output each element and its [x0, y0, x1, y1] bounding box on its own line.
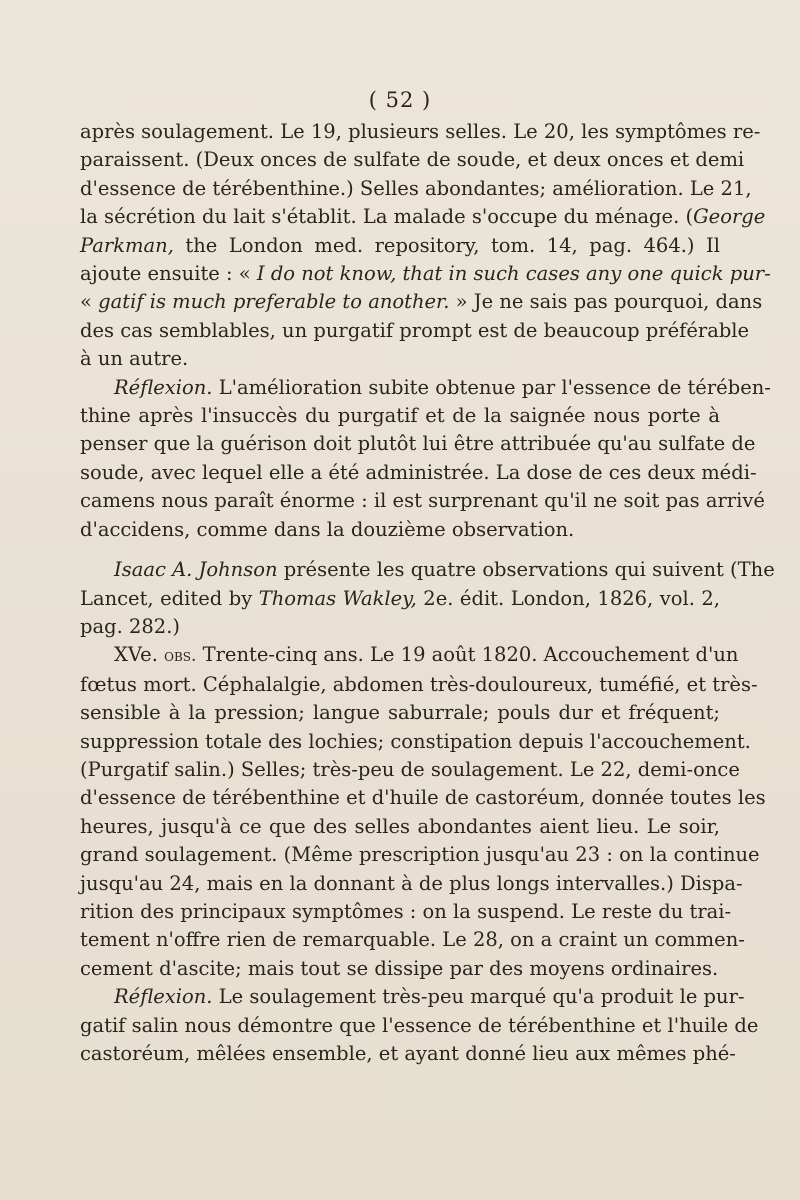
italic-run: Réflexion.	[114, 375, 213, 399]
text-line	[80, 641, 739, 670]
text-run: camens nous paraît énorme : il est surprenant qu'il ne soit pas arrivé	[80, 489, 765, 513]
text-run: suppression totale des lochies; constipation depuis l'accouchement.	[80, 729, 751, 753]
text-line	[80, 1012, 759, 1040]
italic-run: Réflexion.	[114, 985, 213, 1009]
text-line	[80, 487, 765, 515]
text-line	[80, 345, 720, 373]
paragraph	[80, 556, 775, 641]
text-line	[80, 288, 763, 316]
text-run: soude, avec lequel elle a été administrée. La dose de ces deux médi-	[80, 460, 757, 484]
italic-run: Thomas Wakley,	[258, 586, 417, 610]
text-run: à un autre.	[80, 347, 189, 371]
text-line	[80, 203, 766, 231]
italic-run: George	[693, 205, 766, 229]
text-line	[80, 516, 720, 544]
page-number: ( 52 )	[368, 88, 432, 112]
italic-run: Isaac A. Johnson	[114, 558, 278, 582]
text-run: 2e. édit. London, 1826, vol. 2,	[416, 586, 720, 610]
paragraph	[80, 983, 759, 1068]
text-run: cement d'ascite; mais tout se dissipe par des moyens ordinaires.	[80, 956, 719, 980]
text-run: gatif salin nous démontre que l'essence de térébenthine et l'huile de	[80, 1013, 759, 1037]
text-run: Le soulagement très-peu marqué qu'a produit le pur-	[212, 985, 745, 1009]
text-run: pag. 282.)	[80, 614, 181, 638]
text-run: XVe.	[114, 643, 165, 667]
text-run: la sécrétion du lait s'établit. La malade s'occupe du ménage. (	[80, 205, 694, 229]
text-run: d'essence de térébenthine.) Selles abondantes; amélioration. Le 21,	[80, 176, 752, 200]
text-run: d'accidens, comme dans la douzième observation.	[80, 517, 575, 541]
text-run: Trente-cinq ans. Le 19 août 1820. Accouchement d'un	[196, 643, 739, 667]
text-run: L'amélioration subite obtenue par l'essence de térében-	[212, 375, 771, 399]
text-run: après soulagement. Le 19, plusieurs selles. Le 20, les symptômes re-	[80, 120, 761, 143]
text-run: castoréum, mêlées ensemble, et ayant donné lieu aux mêmes phé-	[80, 1042, 736, 1065]
text-line	[80, 175, 752, 203]
text-line	[80, 430, 756, 458]
text-line	[80, 374, 771, 402]
text-run: the London med. repository, tom. 14, pag. 464.) Il	[173, 233, 720, 257]
text-run: » Je ne sais pas pourquoi, dans	[449, 290, 763, 314]
text-run: ajoute ensuite : «	[80, 262, 257, 286]
text-run: sensible à la pression; langue saburrale; pouls dur et fréquent;	[80, 701, 720, 725]
text-run: rition des principaux symptômes : on la suspend. Le reste du trai-	[80, 899, 732, 923]
text-line	[80, 870, 743, 898]
text-run: «	[80, 290, 99, 314]
text-line	[80, 232, 720, 260]
text-line	[80, 756, 740, 784]
text-line	[80, 1040, 736, 1068]
text-line	[80, 784, 766, 812]
text-run: présente les quatre observations qui suivent (The	[277, 558, 775, 582]
text-run: heures, jusqu'à ce que des selles abondantes aient lieu. Le soir,	[80, 814, 720, 838]
small-caps-run: obs.	[164, 646, 197, 667]
text-line	[80, 613, 720, 641]
text-line	[80, 556, 775, 584]
paragraph	[80, 641, 766, 983]
text-run: des cas semblables, un purgatif prompt est de beaucoup préférable	[80, 318, 750, 342]
paragraph	[80, 374, 771, 544]
text-line	[80, 841, 760, 869]
text-line	[80, 146, 745, 174]
text-line	[80, 898, 732, 926]
paragraph-gap	[80, 544, 720, 556]
italic-run: I do not know, that in such cases any one quick pur-	[256, 262, 771, 286]
text-line	[80, 671, 758, 699]
text-run: paraissent. (Deux onces de sulfate de soude, et deux onces et demi	[80, 148, 745, 172]
text-run: thine après l'insuccès du purgatif et de la saignée nous porte à	[80, 404, 720, 428]
text-run: Lancet, edited by	[80, 586, 259, 610]
italic-run: gatif is much preferable to another.	[98, 290, 450, 314]
text-run: penser que la guérison doit plutôt lui être attribuée qu'au sulfate de	[80, 432, 756, 456]
text-line	[80, 260, 771, 288]
text-line	[80, 118, 761, 146]
text-run: d'essence de térébenthine et d'huile de castoréum, donnée toutes les	[80, 786, 766, 810]
text-run: (Purgatif salin.) Selles; très-peu de soulagement. Le 22, demi-once	[80, 757, 740, 781]
text-line	[80, 699, 720, 727]
text-line	[80, 728, 751, 756]
text-line	[80, 585, 720, 613]
italic-run: Parkman,	[80, 233, 174, 257]
text-line	[80, 926, 745, 954]
paragraph	[80, 118, 771, 374]
text-run: tement n'offre rien de remarquable. Le 28, on a craint un commen-	[80, 928, 745, 952]
text-line	[80, 402, 720, 430]
text-line	[80, 955, 720, 983]
text-line	[80, 459, 757, 487]
text-run: jusqu'au 24, mais en la donnant à de plus longs intervalles.) Dispa-	[80, 871, 743, 895]
body-text	[80, 118, 775, 1068]
text-run: grand soulagement. (Même prescription jusqu'au 23 : on la continue	[80, 843, 760, 867]
text-line	[80, 983, 745, 1011]
text-line	[80, 317, 750, 345]
text-run: fœtus mort. Céphalalgie, abdomen très-douloureux, tuméfié, et très-	[80, 672, 758, 696]
text-line	[80, 813, 720, 841]
